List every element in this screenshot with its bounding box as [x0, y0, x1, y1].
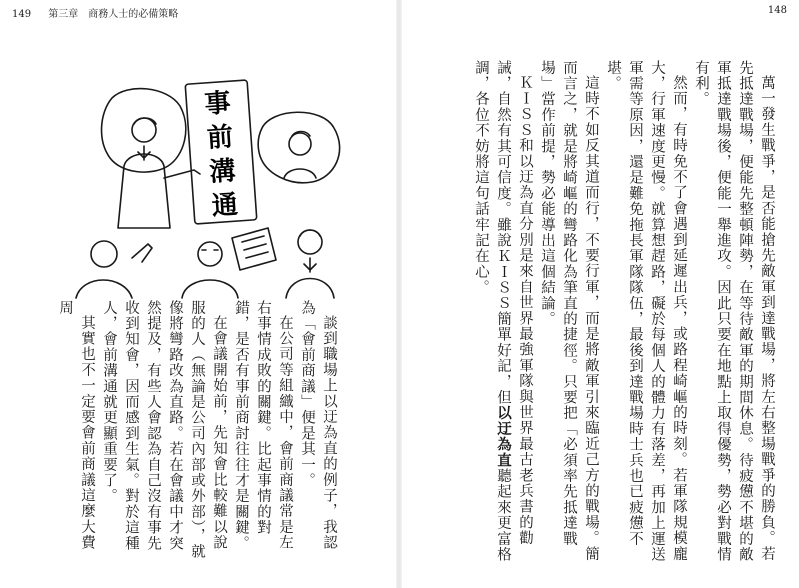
chapter-title: 第三章 商務人士的必備策略	[48, 9, 179, 20]
paragraph: 萬一發生戰爭，是否能搶先敵軍到達戰場，將左右整場戰爭的勝負。若先抵達戰場，便能先整頓陣勢，在等待敵軍的期間休息。待疲憊不堪的敵軍抵達戰場後，便能一舉進攻。因此只要在地點上取得優勢，勢必對戰情有利。	[693, 60, 775, 563]
right-page-number: 148	[767, 5, 787, 16]
sign-char-2: 前	[206, 122, 235, 154]
left-page-body	[57, 300, 340, 565]
paragraph: 在會議開始前，先知會比較難以說服的人（無論是公司內部或外部），就像將彎路改為直路。若在會議中才突然提及，有些人會認為自己沒有事先收到知會，因而感到生氣。對於這種人，會前溝通就更顯重要了。	[101, 300, 227, 560]
paragraph: ＫＩＳＳ和以迂為直分別是來自世界最強軍隊與世界最古老兵書的勸誡，自然有其可信度。雖說ＫＩＳＳ簡單好記，但以迂為直聽起來更富格調，各位不妨將這句話牢記在心。	[473, 60, 533, 563]
person-left-body	[118, 154, 170, 228]
sign-char-4: 通	[210, 189, 239, 222]
left-page-number: 149	[12, 9, 32, 20]
sign-char-1: 事	[203, 88, 232, 120]
sign-lettering	[204, 88, 239, 221]
document-icon	[232, 228, 276, 270]
bold-term: 以迂為直	[495, 405, 512, 469]
sign-char-3: 溝	[208, 156, 237, 188]
paragraph: 談到職場上以迂為直的例子，我認為「會前商議」便是其一。	[299, 300, 337, 550]
person-left-seated-head	[91, 241, 117, 267]
person-center-body	[182, 280, 238, 298]
left-page-header	[12, 5, 178, 20]
meeting-illustration	[72, 78, 374, 298]
right-thought-bubble	[258, 112, 339, 183]
paragraph: 然而，有時免不了會遇到延遲出兵，或路程崎嶇的時刻。若軍隊規模龐大，行軍速度更慢。就算想趕路，礙於每個人的體力有落差，再加上運送軍需等原因，還是難免拖長軍隊隊伍，最後到達戰場時士兵也已疲憊不堪。	[605, 60, 687, 563]
person-center-head	[198, 242, 222, 266]
paragraph: 在公司等組織中，會前商議常是左右事情成敗的關鍵。比起事情的對錯，是否有事前商討往往才是關鍵。	[233, 300, 293, 552]
person-left-seated-body	[76, 280, 132, 298]
paragraph: 其實也不一定要會前商議這麼大費周	[57, 300, 95, 550]
book-gutter	[396, 0, 402, 588]
paragraph: 這時不如反其道而行，不要行軍，而是將敵軍引來臨近己方的戰場。簡而言之，就是將崎嶇的彎路化為筆直的捷徑。只要把「必須率先抵達戰場」當作前提，勢必能導出這個結論。	[539, 60, 599, 562]
right-page-body	[462, 60, 778, 565]
